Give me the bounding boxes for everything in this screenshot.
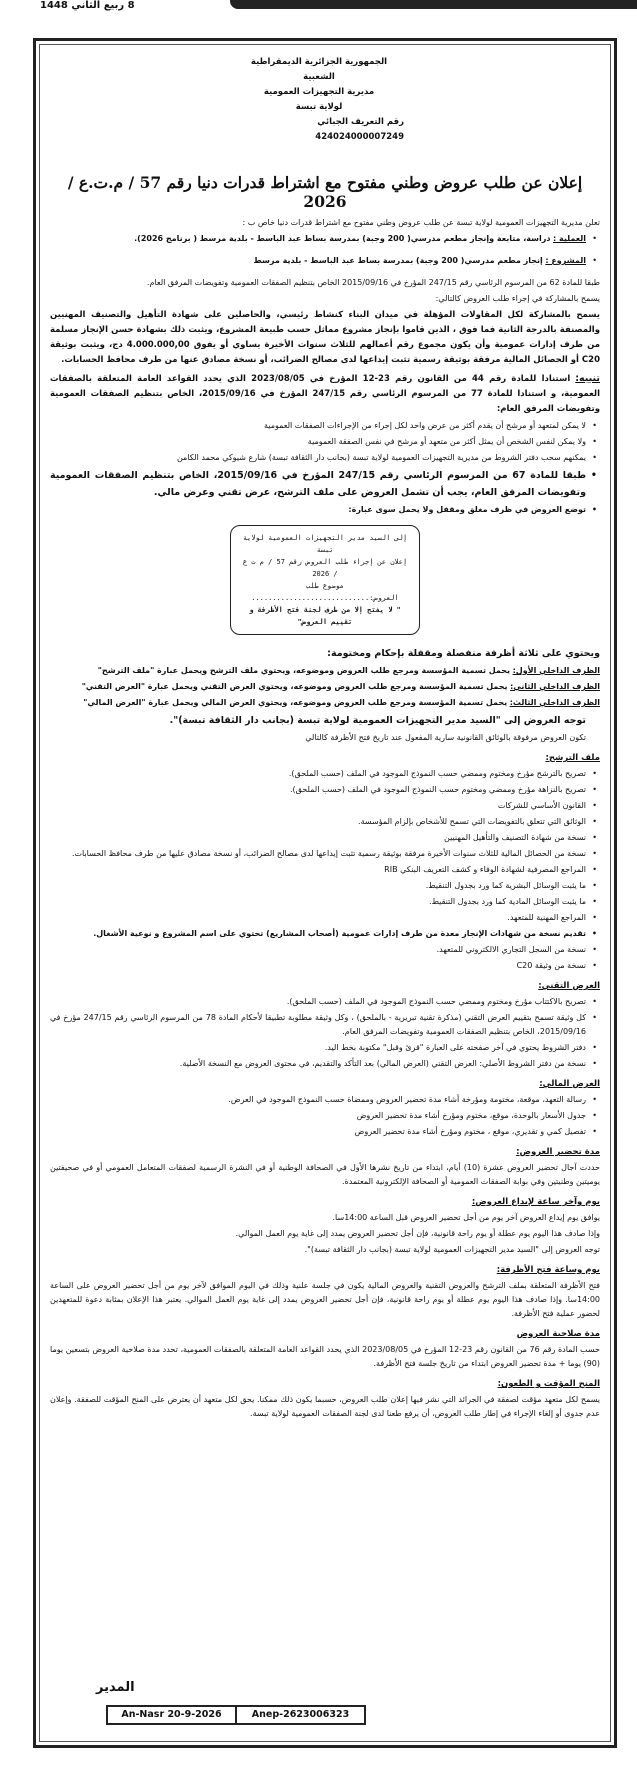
legal-basis: طبقا للمادة 62 من المرسوم الرئاسي رقم 247/15 المؤرخ في 2015/09/16 الخاص بتنظيم الصفقات العمومية وتفويضات المرفق العام. [146, 278, 600, 287]
duration-title: مدة تحضير العروض: [516, 1147, 600, 1157]
appeal-title: المنح المؤقت و الطعون: [497, 1379, 600, 1389]
top-dark-bar [230, 0, 637, 9]
article-67: • طبقا للمادة 67 من المرسوم الرئاسي رقم 247/15 المؤرخ في 2015/09/16، الخاص بتنظيم الصفقات العمومية وتفويضات المرفق العام، يجب أن تشمل العروض على ملف الترشح، عرض تقني وعرض مالي. [50, 467, 600, 501]
deposit-item: وإذا صادف هذا اليوم يوم عطلة أو يوم راحة قانونية، فإن أجل تحضير العروض يمدد إلى غاية يوم العمل الموالي. [235, 1229, 600, 1238]
project-text: إنجاز مطعم مدرسي( 200 وجبة) بمدرسة بساط عبد الباسط - بلدية مرسط [253, 256, 543, 265]
operation-label: العملية : [553, 234, 586, 243]
list-item: • نسخة من دفتر الشروط الأصلي: العرض التقني (العرض المالي) بعد التأكد والتقديم، في محتوى العروض مع النسخة الأصلية. [50, 1057, 600, 1071]
list-item: • القانون الأساسي للشركات [50, 799, 600, 813]
envelope-line: إلى السيد مدير التجهيزات العمومية لولاية تبسة [242, 534, 408, 554]
envelope-item [50, 680, 600, 694]
appeal-text: يسمح لكل متعهد مؤقت لصفقة في الجرائد التي نشر فيها إعلان طلب العروض، حسبما يكون ذلك ممكنا. يحق لكل متعهد أن يعترض على المنح المؤقت للصفقة. وإعلان عدم جدوى أو إلغاء الإجراء في إطار طلب العروض، أن يرفع طعنا لدى لجنة الصفقات العمومية لولاية تبسة. [50, 1395, 600, 1418]
header-line: الجمهورية الجزائرية الديمقراطية الشعبية [250, 57, 388, 82]
envelope-line: " لا يفتح إلا من طرف لجنة فتح الأظرفة و تقييم العروض" [249, 606, 401, 626]
technical-title: العرض التقني: [538, 981, 600, 991]
deposit-title: يوم وآخر ساعة لإيداع العروض: [471, 1197, 600, 1207]
envelope-note: • توضع العروض في ظرف مغلق ومقفل ولا يحمل سوى عبارة: [50, 503, 600, 517]
header-line: مديرية التجهيزات العمومية [263, 87, 375, 97]
candidacy-title: ملف الترشح: [545, 753, 600, 763]
opening-title: يوم وساعة فتح الأظرفة: [496, 1265, 600, 1275]
financial-list [50, 1093, 600, 1139]
project-label: المشروع : [545, 256, 586, 265]
announcement-frame [33, 38, 617, 1748]
eligibility: يسمح بالمشاركة لكل المقاولات المؤهلة في ميدان البناء كنشاط رئيسي، والحاصلين على شهادة التأهيل والتصنيف المهنيين والمصنفة بالدرجة الثانية فما فوق ، الذين قاموا بإنجاز مشروع مماثل حسب طبيعة المشروع، ويثبت ذلك بشهادة حسن الإنجاز مسلمة من طرف إدارات عمومية وأن يكون مجموع رقم أعمالهم للثلاث سنوات الأخيرة يساوي أو يفوق 4.000.000,00 دج، ويثبت بوثيقة C20 أو الحصائل المالية مرفقة بوثيقة رسمية تثبت إيداعها لدى مصالح الضرائب، أو نسخة مصادق عنها من طرف محافظ الحسابات. [50, 310, 600, 365]
list-item: • دفتر الشروط يحتوي في آخر صفحته على العبارة "قرئ وقبل" مكتوبة بخط اليد. [50, 1041, 600, 1055]
list-item: • تفصيل كمي و تقديري، موقع ، مختوم ومؤرخ أشاء مدة تحضير العروض [50, 1125, 600, 1139]
top-strip [0, 0, 637, 16]
list-item: • كل وثيقة تسمح بتقييم العرض التقني (مذكرة تقنية تبريرية - بالملحق) ، وكل وثيقة مطلوبة تطبيقا لأحكام المادة 78 من المرسوم الرئاسي رقم 247/15 مؤرخ في 2015/09/16، الخاص بتنظيم الصفقات العمومية وتفويضات المرفق العام. [50, 1011, 600, 1039]
notice-label: تنبيه: [575, 373, 600, 384]
announcement-title: إعلان عن طلب عروض وطني مفتوح مع اشتراط قدرات دنيا رقم 57 / م.ت.ع / 2026 [67, 173, 583, 211]
list-item: • الوثائق التي تتعلق بالتفويضات التي تسمح للأشخاص بإلزام المؤسسة. [50, 815, 600, 829]
address-note: تكون العروض مرفوقة بالوثائق القانونية سارية المفعول عند تاريخ فتح الأظرفة كالتالي [305, 733, 586, 742]
list-item: • تصريح بالاكتتاب مؤرخ ومختوم وممضي حسب النموذج الموجود في الملف (حسب الملحق). [50, 995, 600, 1009]
list-item: • نسخة من الحصائل المالية للثلاث سنوات الأخيرة مرفقة بوثيقة رسمية تثبت إيداعها لدى مصالح الضرائب، أو نسخة مصادق عليها من طرف محافظ الحسابات. [50, 847, 600, 861]
newspaper-ref: An-Nasr 20-9-2026 [108, 1707, 237, 1723]
envelope-text: يحمل تسمية المؤسسة ومرجع طلب العروض وموضوعه، ويحتوي ملف الترشح ويحمل عبارة "ملف الترشح" [97, 666, 511, 675]
list-item: • ما يثبت الوسائل البشرية كما ورد بجدول التنقيط. [50, 879, 600, 893]
envelope-text: يحمل تسمية المؤسسة ومرجع طلب العروض وموضوعه، ويحتوي العرض المالي ويحمل عبارة "العرض المالي" [83, 698, 508, 707]
operation-text: دراسة، متابعة وإنجاز مطعم مدرسي( 200 وجبة) بمدرسة بساط عبد الباسط - بلدية مرسط ( برنامج 2026). [134, 234, 551, 243]
header-line: لولاية تبسة [295, 102, 343, 112]
list-item: • نسخة من شهادة التصنيف والتأهيل المهنيين [50, 831, 600, 845]
envelope-label: الظرف الداخلي الأول: [512, 666, 600, 675]
technical-list [50, 995, 600, 1071]
validity-text: حسب المادة رقم 76 من القانون رقم 23-12 المؤرخ في 2023/08/05 الذي يحدد القواعد العامة المتعلقة بالصفقات العمومية، تحدد مدة صلاحية العروض بتسعين يوما (90) يوما + مدة تحضير العروض ابتداء من تاريخ جلسة فتح الأظرفة. [50, 1345, 600, 1368]
envelope-item [50, 696, 600, 710]
notice-item: • لا يمكن لمتعهد أو مرشح أن يقدم أكثر من عرض واحد لكل إجراء من الإجراءات الصفقات العمومية [50, 419, 600, 433]
envelope-label: الظرف الداخلي الثالث: [509, 698, 600, 707]
envelope-line: موضوع طلب العروض:............................ [251, 582, 399, 602]
candidacy-list [50, 767, 600, 973]
list-item: • جدول الأسعار بالوحدة، موقع، مختوم ومؤرخ أشاء مدة تحضير العروض [50, 1109, 600, 1123]
list-item: • تصريح بالترشح مؤرخ ومختوم وممضي حسب النموذج الموجود في الملف (حسب الملحق). [50, 767, 600, 781]
address: توجه العروض إلى "السيد مدير التجهيزات العمومية لولاية تبسة (بجانب دار الثقافة تبسة)". [169, 715, 586, 726]
project [50, 254, 600, 268]
announcement-body [50, 216, 600, 1423]
participation-intro: يسمح بالمشاركة في إجراء طلب العروض كالتالي: [435, 294, 600, 303]
envelope-text: يحمل تسمية المؤسسة ومرجع طلب العروض وموضوعه، ويحتوي العرض التقني ويحمل عبارة "العرض التقني" [81, 682, 508, 691]
financial-title: العرض المالي: [539, 1079, 600, 1089]
withdraw-info: • يمكنهم سحب دفتر الشروط من مديرية التجهيزات العمومية لولاية تبسة (بجانب دار الثقافة تبسة) شارع شيوكي محمد الكامن [50, 451, 600, 465]
list-item: • المراجع المهنية للمتعهد. [50, 911, 600, 925]
deposit-item: يوافق يوم إيداع العروض آخر يوم من أجل تحضير العروض قبل الساعة 14:00سا. [332, 1213, 600, 1222]
list-item: • رسالة التعهد، موقعة، مختومة ومؤرخة أشاء مدة تحضير العروض وممضاة حسب النموذج الموجود في العرض. [50, 1093, 600, 1107]
three-envelopes: ويحتوي على ثلاثة أظرفة منفصلة ومقفلة بإحكام ومختومة: [327, 648, 600, 659]
list-item: • تقديم نسخة من شهادات الإنجاز معدة من طرف إدارات عمومية (أصحاب المشاريع) تحتوي على اسم المشروع و نوعية الأشغال. [50, 927, 600, 941]
validity-title: مدة صلاحية العروض [516, 1329, 600, 1339]
list-item: • تصريح بالنزاهة مؤرخ وممضي ومختوم حسب النموذج الموجود في الملف (حسب الملحق). [50, 783, 600, 797]
intro: تعلن مديرية التجهيزات العمومية لولاية تبسة عن طلب عروض وطني مفتوح مع اشتراط قدرات دنيا خاص ب : [242, 218, 600, 227]
issuer-header [234, 55, 404, 145]
notice-text: استنادا للمادة رقم 44 من القانون رقم 23-12 المؤرخ في 2023/08/05 الذي يحدد القواعد العامة المتعلقة بالصفقات العمومية، و استنادا للمادة 77 من المرسوم الرئاسي رقم 247/15 المؤرخ في 2015/09/16، الخاص بتنظيم الصفقات العمومية وتفويضات المرفق العام: [50, 374, 600, 414]
envelope-label-box [230, 525, 420, 635]
issue-date: 8 ربيع الثاني 1448 [40, 0, 135, 11]
opening-text: فتح الأظرفة المتعلقة بملف الترشح والعروض التقنية والعروض المالية يكون في جلسة علنية وذلك في اليوم الموافق لآخر يوم من أجل تحضير العروض على الساعة 14:00سا. وإذا صادف هذا اليوم يوم عطلة أو يوم راحة قانونية، فإن أجل تحضير العروض يمدد إلى غاية يوم العمل الموالي. يعتبر هذا الإعلان بمثابة دعوة للمتعهدين لحضور عملية فتح الأظرفة. [50, 1281, 600, 1318]
operation [50, 232, 600, 246]
publication-reference [106, 1705, 366, 1725]
list-item: • نسخة من السجل التجاري الالكتروني للمتعهد. [50, 943, 600, 957]
anep-ref: Anep-2623006323 [251, 1709, 350, 1720]
list-item: • ما يثبت الوسائل المادية كما ورد بجدول التنقيط. [50, 895, 600, 909]
director-signature: المدير [96, 1680, 135, 1695]
envelope-line: إعلان عن إجراء طلب العروض رقم 57 / م ت ع / 2026 [242, 558, 408, 578]
notice-item: • ولا يمكن لنفس الشخص أن يمثل أكثر من متعهد أو مرشح في نفس الصفقة العمومية [50, 435, 600, 449]
envelope-label: الظرف الداخلي الثاني: [510, 682, 600, 691]
notice [50, 370, 600, 417]
duration-text: حددت آجال تحضير العروض عشرة (10) أيام، ابتداء من تاريخ نشرها الأول في الصحافة الوطنية أو في النشرة الرسمية لصفقات المتعامل العمومي أو في صحيفتين يوميتين وطنيتين وفي بوابة الصفقات العمومية أو الصحافة الإلكترونية المعتمدة. [50, 1163, 600, 1186]
tax-id: رقم التعريف الجبائي 424024000007249 [315, 117, 404, 142]
deposit-item: توجه العروض إلى "السيد مدير التجهيزات العمومية لولاية تبسة (بجانب دار الثقافة تبسة)". [304, 1245, 600, 1254]
envelope-item [50, 664, 600, 678]
list-item: • المراجع المصرفية لشهادة الوفاء و كشف التعريف البنكي RIB [50, 863, 600, 877]
list-item: • نسخة من وثيقة C20 [50, 959, 600, 973]
